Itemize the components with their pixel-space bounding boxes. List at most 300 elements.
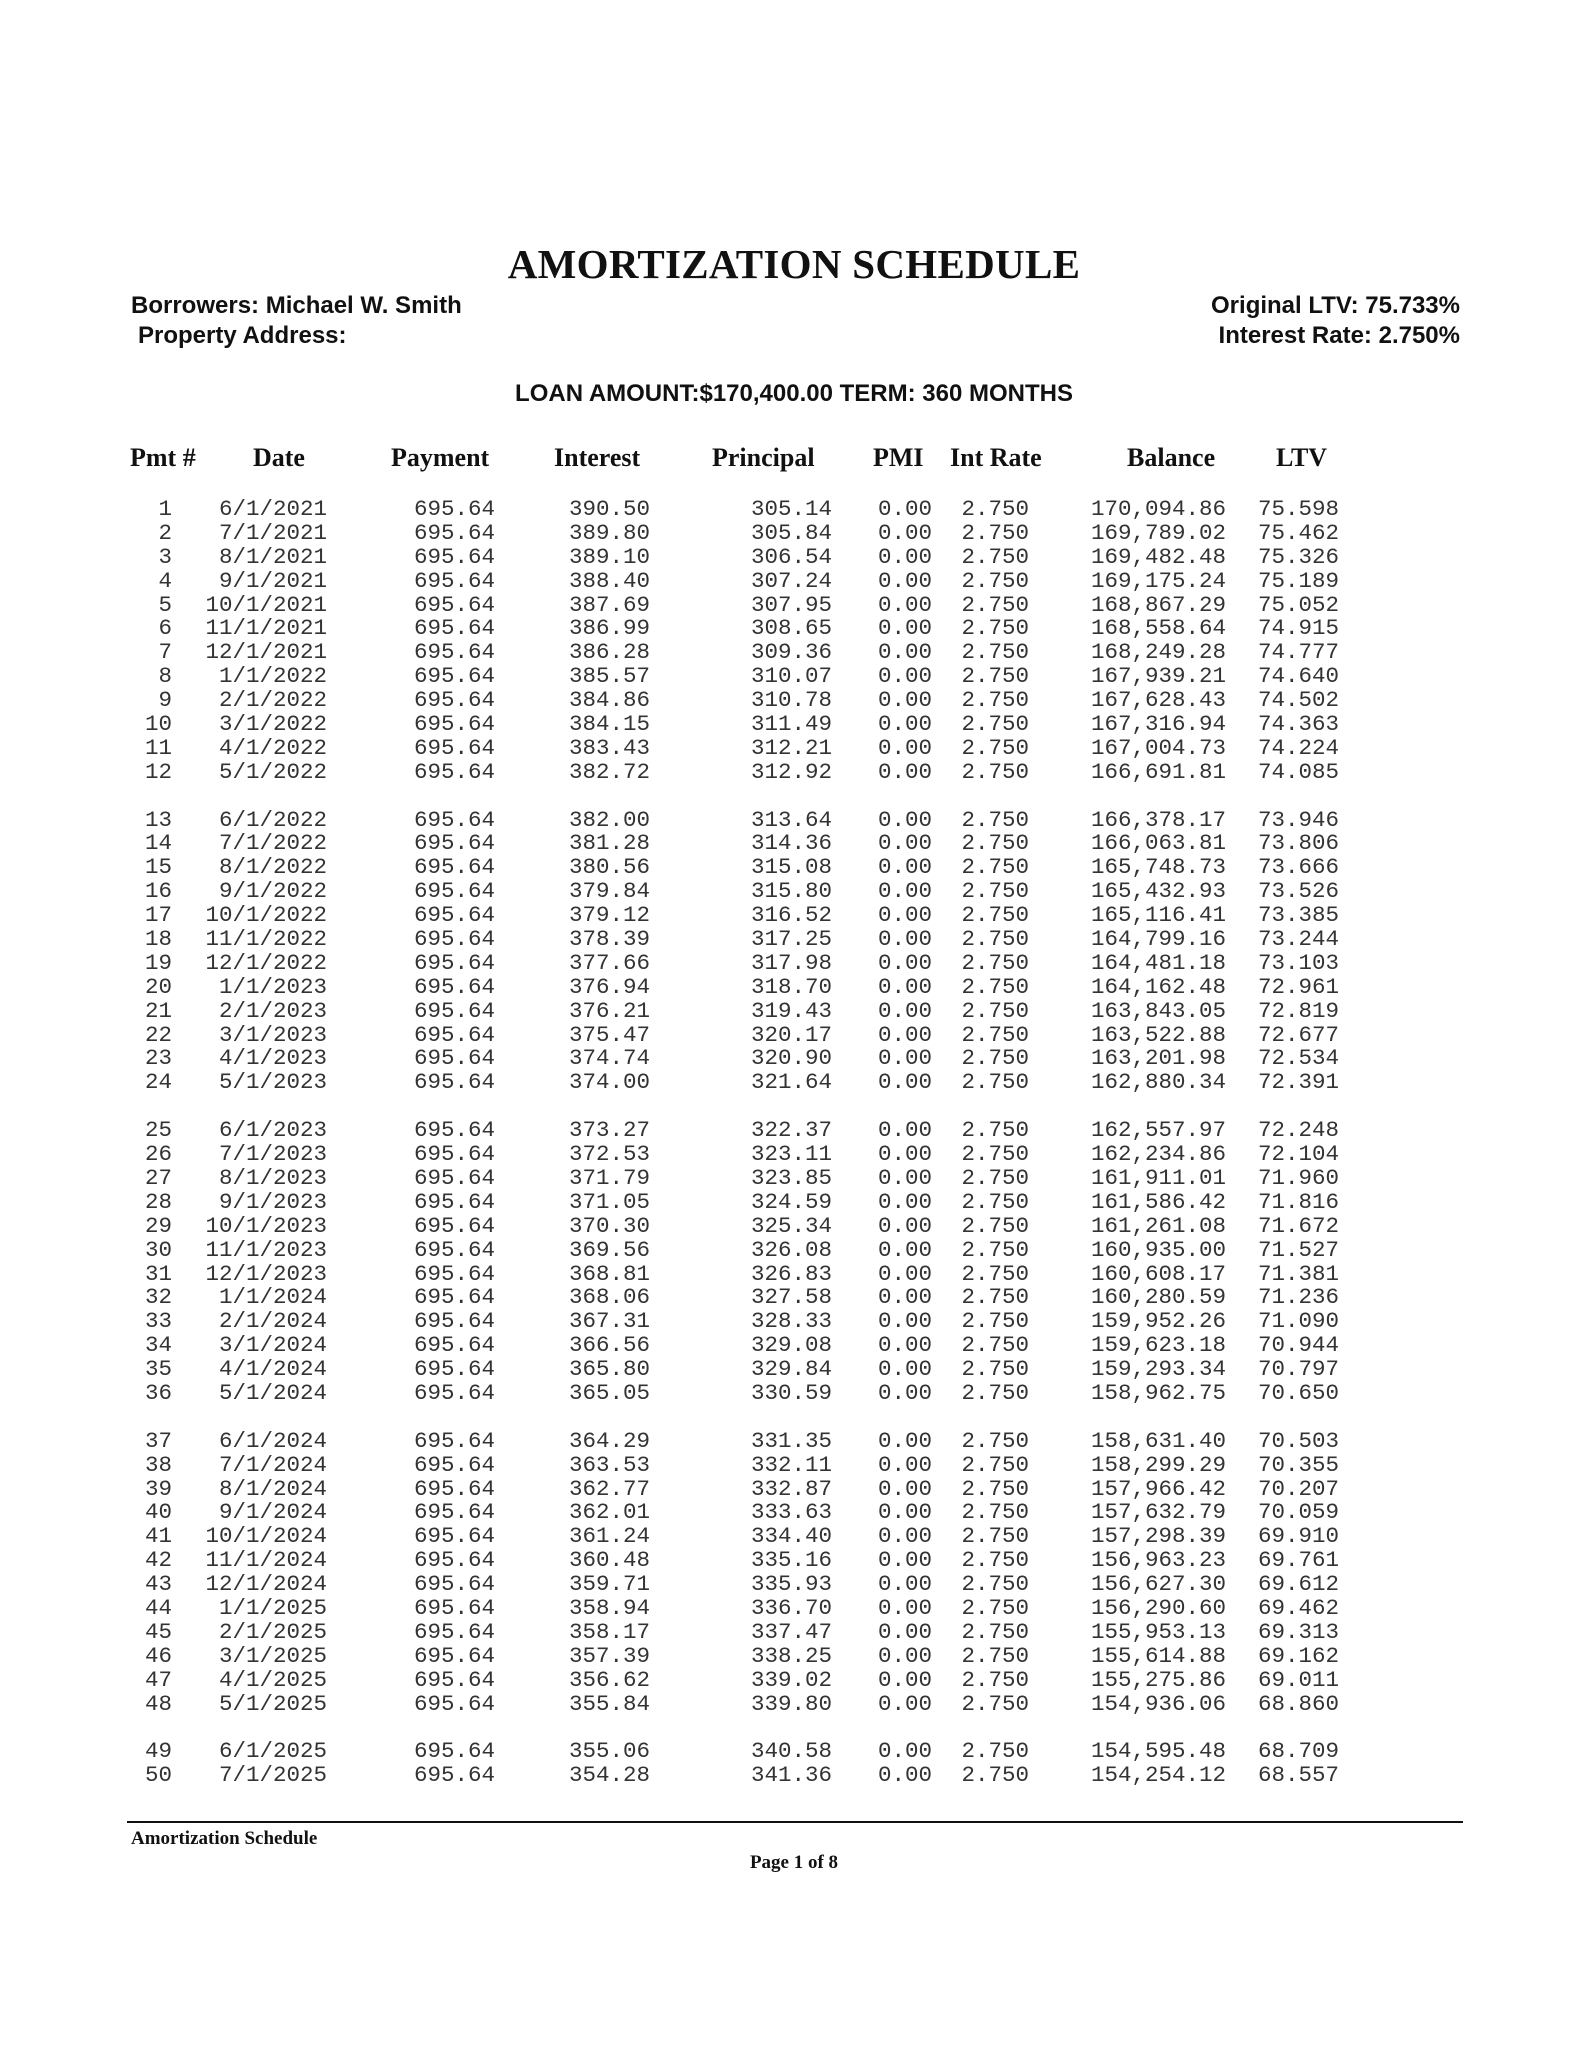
cell-balance: 156,290.60 (1090, 1594, 1226, 1621)
cell-date: 1/1/2022 (218, 663, 327, 690)
cell-payment: 695.64 (413, 1308, 495, 1335)
cell-pmt-number: 1 (158, 496, 172, 522)
cell-balance: 169,482.48 (1090, 543, 1226, 570)
cell-int-rate: 2.750 (961, 1021, 1029, 1048)
footer-divider (127, 1821, 1463, 1823)
cell-pmi: 0.00 (877, 1332, 932, 1359)
cell-payment: 695.64 (413, 711, 495, 738)
cell-int-rate: 2.750 (961, 591, 1029, 618)
cell-pmt-number: 47 (144, 1666, 172, 1693)
cell-ltv: 72.391 (1257, 1069, 1339, 1096)
cell-date: 6/1/2021 (218, 496, 327, 522)
cell-pmi: 0.00 (877, 973, 932, 1000)
cell-balance: 156,963.23 (1090, 1547, 1226, 1574)
cell-ltv: 73.385 (1257, 902, 1339, 929)
cell-date: 6/1/2023 (218, 1117, 327, 1144)
cell-date: 12/1/2021 (205, 639, 327, 666)
cell-ltv: 68.860 (1257, 1690, 1339, 1717)
table-row (0, 1427, 1588, 1454)
cell-pmi: 0.00 (877, 902, 932, 929)
group-spacer (0, 1716, 1588, 1740)
cell-balance: 167,628.43 (1090, 687, 1226, 714)
cell-pmi: 0.00 (877, 1499, 932, 1526)
table-row (0, 1451, 1588, 1478)
cell-principal: 310.78 (750, 687, 832, 714)
cell-balance: 168,867.29 (1090, 591, 1226, 618)
cell-pmt-number: 19 (144, 949, 172, 976)
cell-pmi: 0.00 (877, 926, 932, 953)
table-row (0, 1236, 1588, 1263)
cell-principal: 332.87 (750, 1475, 832, 1502)
cell-interest: 363.53 (568, 1451, 650, 1478)
cell-ltv: 70.650 (1257, 1379, 1339, 1406)
cell-int-rate: 2.750 (961, 1762, 1029, 1789)
cell-pmt-number: 5 (158, 591, 172, 618)
cell-date: 10/1/2023 (205, 1212, 327, 1239)
cell-principal: 335.16 (750, 1547, 832, 1574)
cell-interest: 376.21 (568, 997, 650, 1024)
cell-pmt-number: 24 (144, 1069, 172, 1096)
cell-int-rate: 2.750 (961, 1188, 1029, 1215)
cell-balance: 157,966.42 (1090, 1475, 1226, 1502)
cell-pmt-number: 49 (144, 1738, 172, 1765)
table-row (0, 1212, 1588, 1239)
cell-date: 9/1/2021 (218, 567, 327, 594)
cell-interest: 355.84 (568, 1690, 650, 1717)
cell-payment: 695.64 (413, 591, 495, 618)
cell-date: 5/1/2024 (218, 1379, 327, 1406)
cell-principal: 316.52 (750, 902, 832, 929)
cell-ltv: 70.503 (1257, 1427, 1339, 1454)
table-row (0, 1286, 1588, 1310)
table-row (0, 973, 1588, 1000)
cell-date: 3/1/2025 (218, 1642, 327, 1669)
cell-principal: 323.11 (750, 1141, 832, 1168)
cell-pmi: 0.00 (877, 1690, 932, 1717)
cell-int-rate: 2.750 (961, 1356, 1029, 1383)
cell-int-rate: 2.750 (961, 1212, 1029, 1239)
cell-interest: 384.15 (568, 711, 650, 738)
cell-payment: 695.64 (413, 926, 495, 953)
cell-ltv: 70.944 (1257, 1332, 1339, 1359)
table-row (0, 1666, 1588, 1693)
table-row (0, 665, 1588, 689)
table-row (0, 1642, 1588, 1669)
cell-date: 7/1/2025 (218, 1762, 327, 1789)
cell-balance: 165,116.41 (1090, 902, 1226, 929)
cell-principal: 321.64 (750, 1069, 832, 1096)
cell-ltv: 75.052 (1257, 591, 1339, 618)
cell-int-rate: 2.750 (961, 1571, 1029, 1598)
cell-pmt-number: 20 (144, 973, 172, 1000)
cell-ltv: 68.557 (1257, 1762, 1339, 1789)
cell-balance: 157,298.39 (1090, 1523, 1226, 1550)
cell-pmi: 0.00 (877, 1284, 932, 1311)
table-row (0, 1119, 1588, 1143)
cell-pmt-number: 36 (144, 1379, 172, 1406)
table-row (0, 689, 1588, 713)
cell-balance: 170,094.86 (1090, 496, 1226, 522)
cell-int-rate: 2.750 (961, 806, 1029, 833)
cell-date: 11/1/2023 (205, 1236, 327, 1263)
cell-balance: 169,789.02 (1090, 519, 1226, 546)
table-row (0, 1334, 1588, 1358)
borrowers: Borrowers: Michael W. Smith (131, 292, 462, 319)
cell-int-rate: 2.750 (961, 1475, 1029, 1502)
cell-date: 6/1/2022 (218, 806, 327, 833)
cell-pmi: 0.00 (877, 734, 932, 761)
cell-date: 8/1/2022 (218, 854, 327, 881)
cell-interest: 357.39 (568, 1642, 650, 1669)
cell-int-rate: 2.750 (961, 1379, 1029, 1406)
cell-ltv: 69.462 (1257, 1594, 1339, 1621)
schedule-table-body (0, 498, 1588, 1788)
cell-interest: 362.77 (568, 1475, 650, 1502)
cell-ltv: 74.363 (1257, 711, 1339, 738)
page-number: Page 1 of 8 (749, 1852, 839, 1873)
cell-pmt-number: 3 (158, 543, 172, 570)
header-date: Date (253, 443, 305, 472)
cell-int-rate: 2.750 (961, 1547, 1029, 1574)
cell-int-rate: 2.750 (961, 1738, 1029, 1765)
cell-pmt-number: 21 (144, 997, 172, 1024)
cell-ltv: 69.910 (1257, 1523, 1339, 1550)
cell-ltv: 74.777 (1257, 639, 1339, 666)
cell-payment: 695.64 (413, 663, 495, 690)
cell-payment: 695.64 (413, 1618, 495, 1645)
cell-int-rate: 2.750 (961, 878, 1029, 905)
cell-balance: 158,962.75 (1090, 1379, 1226, 1406)
cell-pmt-number: 37 (144, 1427, 172, 1454)
cell-interest: 374.74 (568, 1045, 650, 1072)
cell-ltv: 72.961 (1257, 973, 1339, 1000)
cell-pmi: 0.00 (877, 1547, 932, 1574)
cell-pmi: 0.00 (877, 854, 932, 881)
cell-date: 2/1/2022 (218, 687, 327, 714)
cell-int-rate: 2.750 (961, 973, 1029, 1000)
cell-principal: 338.25 (750, 1642, 832, 1669)
loan-amount-term: LOAN AMOUNT:$170,400.00 TERM: 360 MONTHS (515, 380, 1073, 407)
cell-interest: 364.29 (568, 1427, 650, 1454)
cell-balance: 159,293.34 (1090, 1356, 1226, 1383)
cell-principal: 340.58 (750, 1738, 832, 1765)
cell-principal: 309.36 (750, 639, 832, 666)
cell-principal: 319.43 (750, 997, 832, 1024)
cell-pmi: 0.00 (877, 1571, 932, 1598)
cell-payment: 695.64 (413, 639, 495, 666)
table-row (0, 904, 1588, 928)
cell-payment: 695.64 (413, 687, 495, 714)
cell-pmt-number: 45 (144, 1618, 172, 1645)
cell-interest: 365.05 (568, 1379, 650, 1406)
cell-balance: 166,691.81 (1090, 758, 1226, 785)
cell-payment: 695.64 (413, 1212, 495, 1239)
cell-balance: 155,614.88 (1090, 1642, 1226, 1669)
cell-interest: 368.81 (568, 1260, 650, 1287)
cell-ltv: 71.672 (1257, 1212, 1339, 1239)
cell-int-rate: 2.750 (961, 1117, 1029, 1144)
table-row (0, 591, 1588, 618)
header-interest: Interest (554, 443, 641, 472)
cell-ltv: 71.090 (1257, 1308, 1339, 1335)
cell-payment: 695.64 (413, 1069, 495, 1096)
cell-payment: 695.64 (413, 1523, 495, 1550)
cell-date: 5/1/2022 (218, 758, 327, 785)
cell-pmt-number: 44 (144, 1594, 172, 1621)
cell-interest: 358.94 (568, 1594, 650, 1621)
cell-pmi: 0.00 (877, 1594, 932, 1621)
cell-principal: 311.49 (750, 711, 832, 738)
cell-int-rate: 2.750 (961, 926, 1029, 953)
cell-pmi: 0.00 (877, 758, 932, 785)
cell-ltv: 74.085 (1257, 758, 1339, 785)
cell-principal: 323.85 (750, 1164, 832, 1191)
cell-int-rate: 2.750 (961, 902, 1029, 929)
table-row (0, 806, 1588, 833)
cell-int-rate: 2.750 (961, 1236, 1029, 1263)
cell-pmi: 0.00 (877, 663, 932, 690)
property-address: Property Address: (138, 322, 347, 349)
cell-principal: 317.98 (750, 949, 832, 976)
cell-payment: 695.64 (413, 1666, 495, 1693)
document-title: AMORTIZATION SCHEDULE (507, 241, 1081, 287)
cell-interest: 373.27 (568, 1117, 650, 1144)
cell-date: 10/1/2024 (205, 1523, 327, 1550)
cell-ltv: 68.709 (1257, 1738, 1339, 1765)
cell-balance: 168,249.28 (1090, 639, 1226, 666)
cell-pmt-number: 22 (144, 1021, 172, 1048)
cell-int-rate: 2.750 (961, 1642, 1029, 1669)
cell-date: 4/1/2023 (218, 1045, 327, 1072)
cell-int-rate: 2.750 (961, 1499, 1029, 1526)
cell-balance: 155,953.13 (1090, 1618, 1226, 1645)
cell-ltv: 71.236 (1257, 1284, 1339, 1311)
table-row (0, 1260, 1588, 1287)
table-row (0, 519, 1588, 546)
cell-interest: 388.40 (568, 567, 650, 594)
cell-pmi: 0.00 (877, 567, 932, 594)
cell-int-rate: 2.750 (961, 1069, 1029, 1096)
cell-balance: 162,880.34 (1090, 1069, 1226, 1096)
cell-pmt-number: 43 (144, 1571, 172, 1598)
cell-int-rate: 2.750 (961, 639, 1029, 666)
cell-balance: 156,627.30 (1090, 1571, 1226, 1598)
cell-balance: 160,608.17 (1090, 1260, 1226, 1287)
cell-pmi: 0.00 (877, 1475, 932, 1502)
footer-title: Amortization Schedule (131, 1828, 318, 1849)
cell-pmt-number: 8 (158, 663, 172, 690)
cell-principal: 339.80 (750, 1690, 832, 1717)
cell-pmi: 0.00 (877, 711, 932, 738)
cell-pmi: 0.00 (877, 1762, 932, 1789)
cell-payment: 695.64 (413, 1260, 495, 1287)
cell-date: 9/1/2023 (218, 1188, 327, 1215)
cell-date: 11/1/2021 (205, 615, 327, 642)
cell-int-rate: 2.750 (961, 997, 1029, 1024)
cell-interest: 371.05 (568, 1188, 650, 1215)
cell-interest: 389.80 (568, 519, 650, 546)
cell-balance: 159,952.26 (1090, 1308, 1226, 1335)
cell-payment: 695.64 (413, 1284, 495, 1311)
cell-balance: 155,275.86 (1090, 1666, 1226, 1693)
cell-pmi: 0.00 (877, 1666, 932, 1693)
cell-pmt-number: 18 (144, 926, 172, 953)
cell-pmi: 0.00 (877, 949, 932, 976)
cell-pmi: 0.00 (877, 1356, 932, 1383)
cell-payment: 695.64 (413, 1021, 495, 1048)
cell-balance: 161,911.01 (1090, 1164, 1226, 1191)
cell-principal: 339.02 (750, 1666, 832, 1693)
cell-principal: 332.11 (750, 1451, 832, 1478)
cell-principal: 329.08 (750, 1332, 832, 1359)
cell-principal: 330.59 (750, 1379, 832, 1406)
header-pmt: Pmt # (130, 443, 196, 472)
cell-payment: 695.64 (413, 973, 495, 1000)
table-row (0, 713, 1588, 737)
cell-date: 8/1/2023 (218, 1164, 327, 1191)
cell-pmi: 0.00 (877, 1523, 932, 1550)
cell-int-rate: 2.750 (961, 1666, 1029, 1693)
cell-principal: 308.65 (750, 615, 832, 642)
cell-payment: 695.64 (413, 902, 495, 929)
table-row (0, 1188, 1588, 1215)
cell-payment: 695.64 (413, 1690, 495, 1717)
cell-date: 3/1/2022 (218, 711, 327, 738)
cell-pmi: 0.00 (877, 615, 932, 642)
cell-ltv: 72.104 (1257, 1141, 1339, 1168)
cell-pmi: 0.00 (877, 1738, 932, 1765)
table-row (0, 1525, 1588, 1549)
cell-payment: 695.64 (413, 1475, 495, 1502)
cell-int-rate: 2.750 (961, 567, 1029, 594)
cell-interest: 378.39 (568, 926, 650, 953)
cell-interest: 376.94 (568, 973, 650, 1000)
table-row (0, 498, 1588, 522)
table-row (0, 949, 1588, 976)
cell-ltv: 69.313 (1257, 1618, 1339, 1645)
cell-payment: 695.64 (413, 1594, 495, 1621)
cell-balance: 165,748.73 (1090, 854, 1226, 881)
cell-balance: 163,843.05 (1090, 997, 1226, 1024)
cell-interest: 387.69 (568, 591, 650, 618)
cell-date: 2/1/2025 (218, 1618, 327, 1645)
cell-interest: 380.56 (568, 854, 650, 881)
cell-balance: 164,481.18 (1090, 949, 1226, 976)
cell-balance: 159,623.18 (1090, 1332, 1226, 1359)
header-balance: Balance (1127, 443, 1216, 472)
cell-pmt-number: 11 (144, 734, 172, 761)
cell-pmi: 0.00 (877, 1164, 932, 1191)
cell-interest: 384.86 (568, 687, 650, 714)
cell-ltv: 74.502 (1257, 687, 1339, 714)
cell-date: 10/1/2021 (205, 591, 327, 618)
cell-payment: 695.64 (413, 1499, 495, 1526)
cell-int-rate: 2.750 (961, 830, 1029, 857)
cell-pmi: 0.00 (877, 1069, 932, 1096)
cell-payment: 695.64 (413, 1642, 495, 1669)
cell-date: 5/1/2025 (218, 1690, 327, 1717)
cell-interest: 371.79 (568, 1164, 650, 1191)
cell-pmt-number: 48 (144, 1690, 172, 1717)
cell-payment: 695.64 (413, 1379, 495, 1406)
cell-pmt-number: 15 (144, 854, 172, 881)
cell-ltv: 69.011 (1257, 1666, 1339, 1693)
cell-pmi: 0.00 (877, 1618, 932, 1645)
original-ltv: Original LTV: 75.733% (1211, 292, 1460, 319)
cell-payment: 695.64 (413, 1141, 495, 1168)
header-int-rate: Int Rate (950, 443, 1042, 472)
cell-principal: 307.95 (750, 591, 832, 618)
cell-ltv: 70.355 (1257, 1451, 1339, 1478)
cell-interest: 361.24 (568, 1523, 650, 1550)
cell-principal: 312.92 (750, 758, 832, 785)
cell-payment: 695.64 (413, 1117, 495, 1144)
cell-interest: 359.71 (568, 1571, 650, 1598)
cell-principal: 337.47 (750, 1618, 832, 1645)
cell-pmt-number: 38 (144, 1451, 172, 1478)
cell-interest: 375.47 (568, 1021, 650, 1048)
cell-pmt-number: 27 (144, 1164, 172, 1191)
cell-ltv: 71.816 (1257, 1188, 1339, 1215)
cell-payment: 695.64 (413, 854, 495, 881)
cell-balance: 158,631.40 (1090, 1427, 1226, 1454)
cell-int-rate: 2.750 (961, 1260, 1029, 1287)
cell-ltv: 74.640 (1257, 663, 1339, 690)
cell-date: 4/1/2025 (218, 1666, 327, 1693)
cell-balance: 161,586.42 (1090, 1188, 1226, 1215)
cell-int-rate: 2.750 (961, 1308, 1029, 1335)
cell-pmt-number: 9 (158, 687, 172, 714)
cell-pmt-number: 35 (144, 1356, 172, 1383)
cell-pmt-number: 14 (144, 830, 172, 857)
cell-payment: 695.64 (413, 806, 495, 833)
cell-interest: 382.00 (568, 806, 650, 833)
cell-principal: 331.35 (750, 1427, 832, 1454)
cell-principal: 320.17 (750, 1021, 832, 1048)
cell-date: 12/1/2024 (205, 1571, 327, 1598)
cell-payment: 695.64 (413, 1738, 495, 1765)
table-row (0, 1594, 1588, 1621)
cell-interest: 354.28 (568, 1762, 650, 1789)
cell-date: 5/1/2023 (218, 1069, 327, 1096)
cell-principal: 314.36 (750, 830, 832, 857)
cell-pmt-number: 12 (144, 758, 172, 785)
cell-ltv: 69.612 (1257, 1571, 1339, 1598)
cell-principal: 320.90 (750, 1045, 832, 1072)
table-row (0, 1690, 1588, 1717)
cell-pmi: 0.00 (877, 1141, 932, 1168)
cell-balance: 164,162.48 (1090, 973, 1226, 1000)
cell-ltv: 69.761 (1257, 1547, 1339, 1574)
interest-rate: Interest Rate: 2.750% (1218, 322, 1460, 349)
cell-pmi: 0.00 (877, 1379, 932, 1406)
cell-principal: 312.21 (750, 734, 832, 761)
cell-pmi: 0.00 (877, 830, 932, 857)
table-row (0, 1047, 1588, 1071)
cell-ltv: 73.806 (1257, 830, 1339, 857)
table-row (0, 1358, 1588, 1382)
cell-int-rate: 2.750 (961, 711, 1029, 738)
cell-ltv: 75.462 (1257, 519, 1339, 546)
cell-int-rate: 2.750 (961, 496, 1029, 522)
cell-balance: 154,936.06 (1090, 1690, 1226, 1717)
cell-pmt-number: 17 (144, 902, 172, 929)
cell-pmt-number: 32 (144, 1284, 172, 1311)
cell-balance: 167,316.94 (1090, 711, 1226, 738)
cell-balance: 154,595.48 (1090, 1738, 1226, 1765)
table-row (0, 1310, 1588, 1334)
table-row (0, 1501, 1588, 1525)
